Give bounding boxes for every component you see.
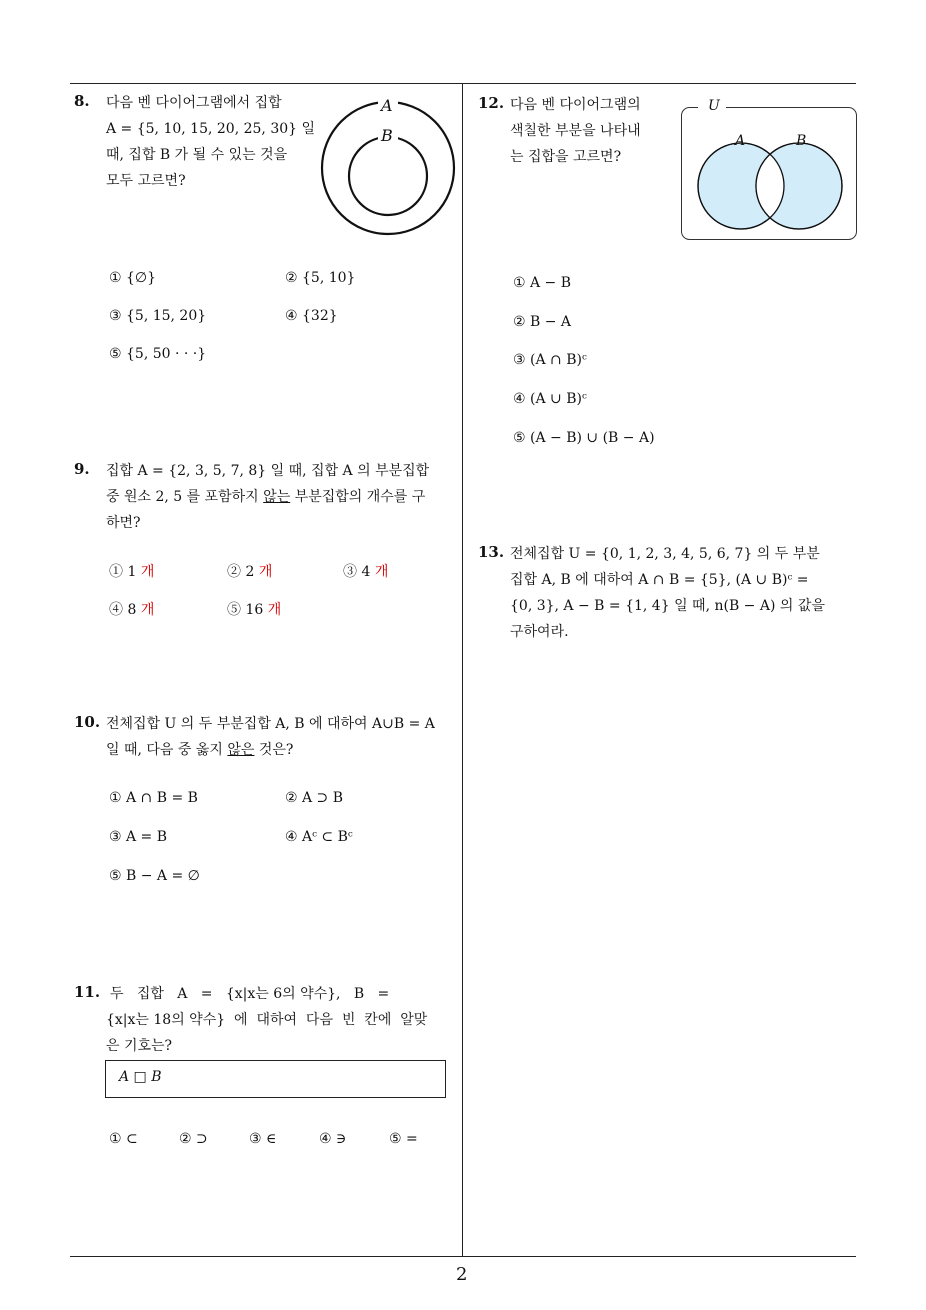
question-10-line1: 전체집합 U 의 두 부분집합 A, B 에 대하여 A∪B = A bbox=[106, 716, 435, 732]
q9-option-5[interactable] bbox=[227, 599, 281, 619]
q12-option-3[interactable]: ③ (A ∩ B)ᶜ bbox=[513, 352, 587, 368]
option-value: 1 bbox=[127, 564, 137, 580]
option-value: 16 bbox=[245, 602, 264, 618]
option-value: 2 bbox=[245, 564, 255, 580]
option-unit: 개 bbox=[258, 564, 273, 580]
question-11-number: 11. bbox=[74, 983, 101, 1001]
q9-option-1[interactable] bbox=[109, 561, 154, 581]
question-13-number: 13. bbox=[478, 543, 505, 561]
q10-option-4[interactable]: ④ Aᶜ ⊂ Bᶜ bbox=[285, 829, 353, 845]
question-12-line1: 다음 벤 다이어그램의 bbox=[510, 97, 641, 113]
option-unit: 개 bbox=[140, 602, 155, 618]
q11-option-4[interactable]: ④ ∋ bbox=[319, 1131, 347, 1147]
venn-label-right: B bbox=[796, 133, 807, 149]
q12-option-2[interactable]: ② B − A bbox=[513, 314, 572, 330]
top-rule bbox=[70, 83, 856, 84]
question-8-line1: 다음 벤 다이어그램에서 집합 bbox=[106, 95, 282, 111]
question-12-line3: 는 집합을 고르면? bbox=[510, 149, 622, 165]
option-value: 8 bbox=[127, 602, 137, 618]
q9-option-3[interactable] bbox=[343, 561, 388, 581]
q9-option-2[interactable] bbox=[227, 561, 272, 581]
question-12-number: 12. bbox=[478, 94, 505, 112]
question-13-line1: 전체집합 U = {0, 1, 2, 3, 4, 5, 6, 7} 의 두 부분 bbox=[510, 546, 820, 562]
question-8-number: 8. bbox=[74, 92, 90, 110]
question-10-underlined-word: 않은 bbox=[227, 742, 255, 758]
question-8-line2: A = {5, 10, 15, 20, 25, 30} 일 bbox=[106, 121, 316, 137]
question-9-number: 9. bbox=[74, 460, 90, 478]
bottom-rule bbox=[70, 1256, 856, 1257]
question-10-line2-post: 것은? bbox=[254, 742, 294, 758]
question-10-number: 10. bbox=[74, 713, 101, 731]
q12-option-5[interactable]: ⑤ (A − B) ∪ (B − A) bbox=[513, 430, 655, 446]
option-mark: ③ bbox=[343, 564, 357, 580]
q8-option-3[interactable]: ③ {5, 15, 20} bbox=[109, 308, 207, 324]
question-13-line3: {0, 3}, A − B = {1, 4} 일 때, n(B − A) 의 값을 bbox=[510, 598, 825, 614]
venn-label-a: A bbox=[381, 96, 393, 115]
q12-option-1[interactable]: ① A − B bbox=[513, 275, 572, 291]
question-9-line2-post: 부분집합의 개수를 구 bbox=[290, 489, 426, 505]
question-8-venn-diagram bbox=[318, 96, 458, 236]
question-9-underlined-word: 않는 bbox=[263, 489, 291, 505]
q10-option-2[interactable]: ② A ⊃ B bbox=[285, 790, 344, 806]
question-9-line3: 하면? bbox=[106, 515, 141, 531]
question-9-line2-pre: 중 원소 2, 5 를 포함하지 bbox=[106, 489, 264, 505]
q8-option-4[interactable]: ④ {32} bbox=[285, 308, 338, 324]
column-divider bbox=[462, 83, 463, 1257]
question-12-venn-diagram bbox=[680, 96, 860, 242]
option-mark: ④ bbox=[109, 602, 123, 618]
q10-option-5[interactable]: ⑤ B − A = ∅ bbox=[109, 868, 200, 884]
venn-label-u: U bbox=[708, 98, 720, 114]
q11-option-2[interactable]: ② ⊃ bbox=[179, 1131, 208, 1147]
q8-option-5[interactable]: ⑤ {5, 50 · · ·} bbox=[109, 346, 207, 362]
q11-option-1[interactable]: ① ⊂ bbox=[109, 1131, 138, 1147]
question-11-line2: {x|x는 18의 약수} 에 대하여 다음 빈 칸에 알맞 bbox=[106, 1012, 428, 1028]
option-mark: ② bbox=[227, 564, 241, 580]
q10-option-3[interactable]: ③ A = B bbox=[109, 829, 168, 845]
option-unit: 개 bbox=[374, 564, 389, 580]
venn-label-b: B bbox=[381, 126, 393, 145]
question-9-line1: 집합 A = {2, 3, 5, 7, 8} 일 때, 집합 A 의 부분집합 bbox=[106, 463, 430, 479]
option-value: 4 bbox=[361, 564, 371, 580]
question-12-line2: 색칠한 부분을 나타내 bbox=[510, 123, 641, 139]
question-8-line4: 모두 고르면? bbox=[106, 173, 186, 189]
question-8-line3: 때, 집합 B 가 될 수 있는 것을 bbox=[106, 147, 288, 163]
page-number: 2 bbox=[456, 1264, 468, 1285]
q8-option-1[interactable]: ① {∅} bbox=[109, 270, 157, 286]
question-10-line2 bbox=[106, 737, 293, 763]
option-unit: 개 bbox=[140, 564, 155, 580]
q10-option-1[interactable]: ① A ∩ B = B bbox=[109, 790, 198, 806]
option-mark: ① bbox=[109, 564, 123, 580]
q11-option-5[interactable]: ⑤ = bbox=[389, 1131, 418, 1147]
question-11-line1: 두 집합 A = {x|x는 6의 약수}, B = bbox=[110, 986, 390, 1002]
q12-option-4[interactable]: ④ (A ∪ B)ᶜ bbox=[513, 391, 587, 407]
q8-option-2[interactable]: ② {5, 10} bbox=[285, 270, 356, 286]
option-mark: ⑤ bbox=[227, 602, 241, 618]
answer-box-text: A □ B bbox=[119, 1069, 162, 1085]
question-13-line4: 구하여라. bbox=[510, 624, 569, 640]
question-9-line2 bbox=[106, 484, 425, 510]
question-10-line2-pre: 일 때, 다음 중 옳지 bbox=[106, 742, 228, 758]
option-unit: 개 bbox=[267, 602, 282, 618]
question-13-line2: 집합 A, B 에 대하여 A ∩ B = {5}, (A ∪ B)ᶜ = bbox=[510, 572, 809, 588]
q11-option-3[interactable]: ③ ∈ bbox=[249, 1131, 277, 1147]
question-11-line3: 은 기호는? bbox=[106, 1038, 173, 1054]
q9-option-4[interactable] bbox=[109, 599, 154, 619]
venn-label-left: A bbox=[735, 133, 746, 149]
answer-box bbox=[105, 1060, 446, 1098]
